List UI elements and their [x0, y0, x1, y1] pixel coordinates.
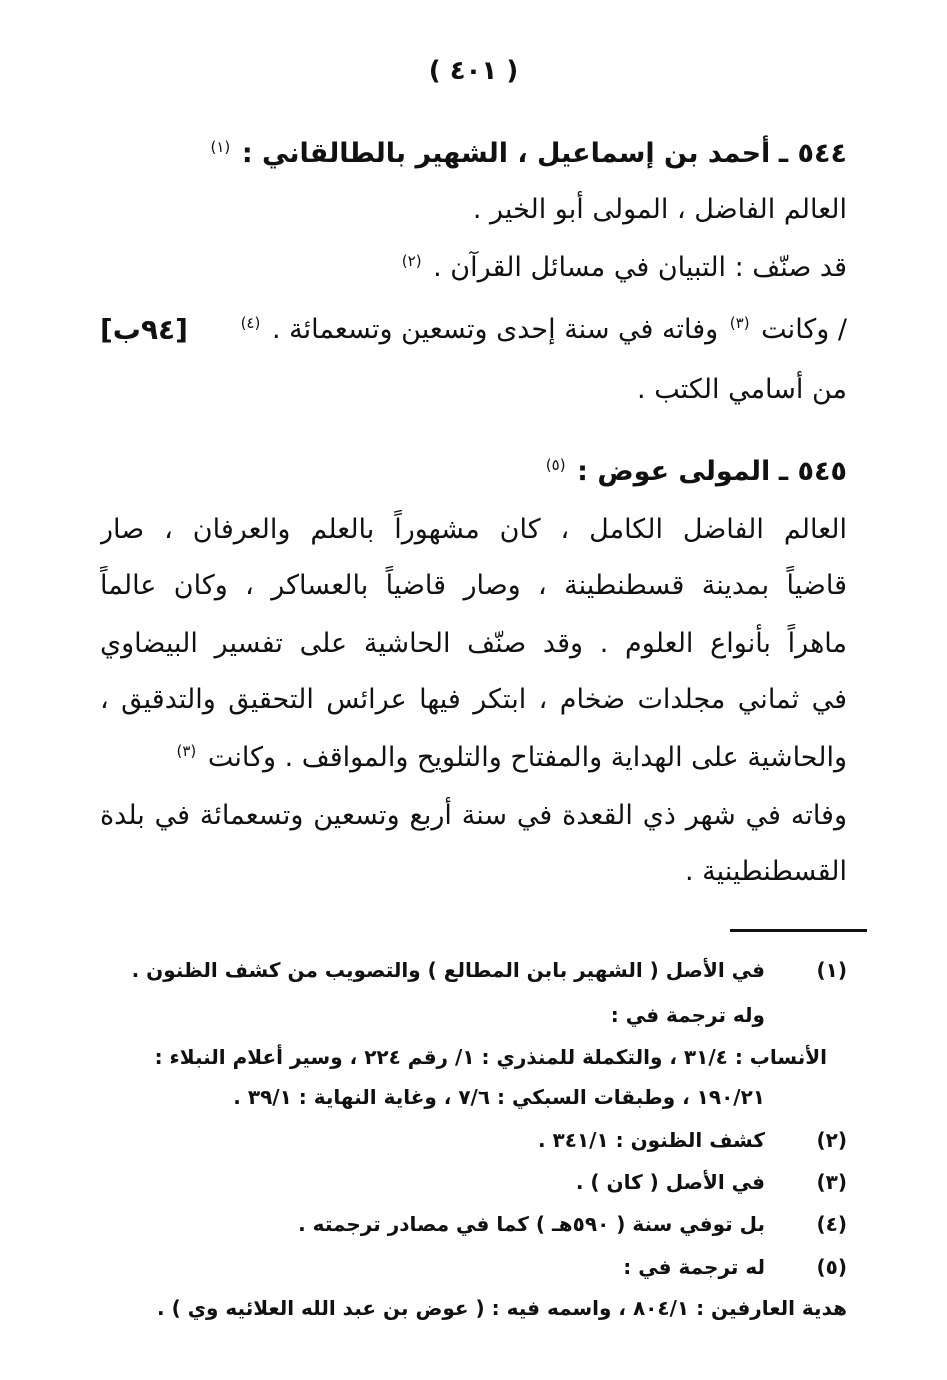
entry-line: العالم الفاضل ، المولى أبو الخير .	[472, 194, 847, 225]
entry-line: من أسامي الكتب .	[637, 374, 847, 405]
entry-line: قاضياً بمدينة قسطنطينة ، وصار قاضياً بالعساكر ، وكان عالماً	[100, 570, 847, 601]
entry-line	[173, 738, 847, 778]
entry-heading	[543, 452, 847, 492]
footnote-line: في الأصل ( كان ) .	[575, 1170, 765, 1194]
entry-heading	[207, 134, 847, 174]
entry-line: ماهراً بأنواع العلوم . وقد صنّف الحاشية على تفسير البيضاوي	[100, 628, 847, 659]
entry-line-text: والحاشية على الهداية والمفتاح والتلويح والمواقف . وكانت	[207, 742, 847, 773]
entry-line-prefix: / وكانت	[761, 314, 847, 345]
footnote-line: ١٩٠/٢١ ، وطبقات السبكي : ٧/٦ ، وغاية النهاية : ٣٩/١ .	[233, 1085, 765, 1109]
entry-line: وفاته في شهر ذي القعدة في سنة أربع وتسعين وتسعمائة في بلدة	[100, 800, 847, 831]
footnote-line: هدية العارفين : ٨٠٤/١ ، واسمه فيه : ( عوض بن عبد الله العلائيه وي ) .	[157, 1296, 847, 1320]
footnote-number: (٣)	[816, 1170, 847, 1194]
footnote-ref: (٣)	[176, 742, 197, 760]
footnote-number: (٤)	[816, 1212, 847, 1236]
footnote-line: له ترجمة في :	[623, 1255, 765, 1279]
footnote-number: (٥)	[816, 1255, 847, 1279]
footnote-line: بل توفي سنة ( ٥٩٠هـ ) كما في مصادر ترجمته .	[298, 1212, 765, 1236]
page-number: ( ٤٠١ )	[428, 56, 519, 86]
entry-number: ٥٤٤ ـ	[778, 138, 847, 169]
footnote-line: في الأصل ( الشهير بابن المطالع ) والتصويب من كشف الظنون .	[131, 958, 765, 982]
footnote-number: (٢)	[816, 1128, 847, 1152]
footnote-ref: (١)	[210, 138, 231, 156]
footnote-number: (١)	[816, 958, 847, 982]
entry-line: في ثماني مجلدات ضخام ، ابتكر فيها عرائس التحقيق والتدقيق ،	[100, 684, 847, 715]
footnote-ref: (٣)	[729, 314, 750, 332]
entry-line	[399, 248, 847, 288]
entry-line-text: وفاته في سنة إحدى وتسعين وتسعمائة .	[271, 314, 719, 345]
folio-marker: [٩٤ب]	[100, 313, 188, 346]
footnote-separator	[730, 929, 867, 932]
footnote-line: وله ترجمة في :	[610, 1003, 765, 1027]
footnote-line: كشف الظنون : ٣٤١/١ .	[537, 1128, 765, 1152]
entry-line-text: قد صنّف : التبيان في مسائل القرآن .	[433, 252, 847, 283]
entry-number: ٥٤٥ ـ	[778, 456, 847, 487]
entry-line: القسطنطينية .	[685, 856, 847, 887]
entry-title: أحمد بن إسماعيل ، الشهير بالطالقاني :	[241, 138, 771, 169]
entry-line	[100, 310, 847, 350]
footnote-ref: (٢)	[401, 252, 422, 270]
footnote-line: الأنساب : ٣١/٤ ، والتكملة للمنذري : ١/ رقم ٢٢٤ ، وسير أعلام النبلاء :	[154, 1045, 827, 1069]
entry-line: العالم الفاضل الكامل ، كان مشهوراً بالعلم والعرفان ، صار	[100, 514, 847, 545]
footnote-ref: (٤)	[240, 314, 261, 332]
entry-title: المولى عوض :	[577, 456, 771, 487]
footnote-ref: (٥)	[545, 456, 566, 474]
